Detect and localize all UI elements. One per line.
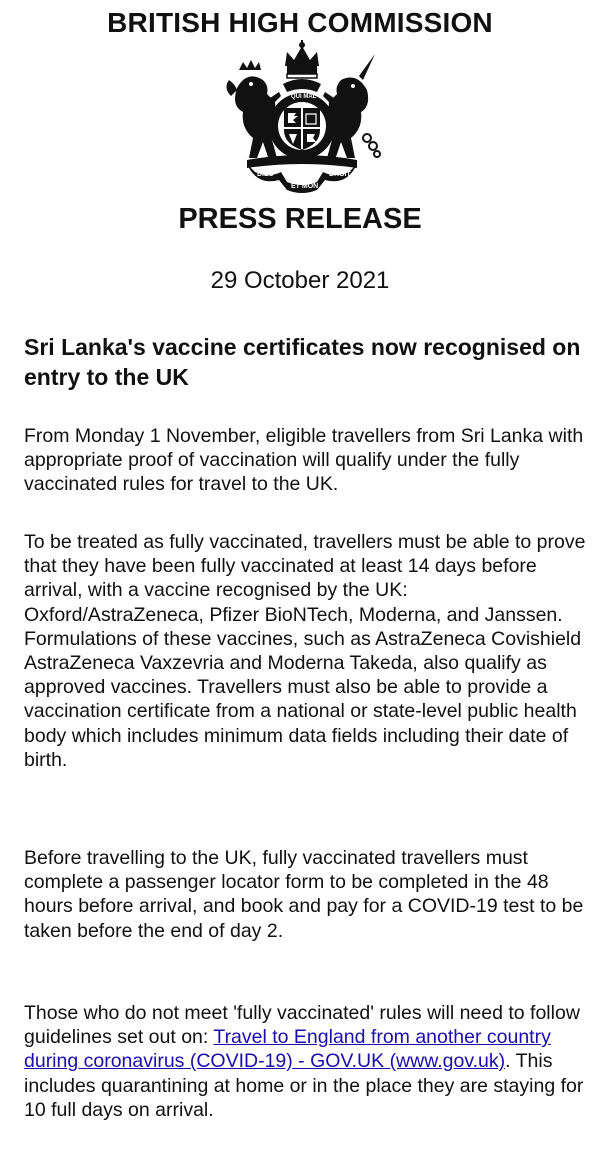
organisation-title: BRITISH HIGH COMMISSION [107, 7, 493, 38]
paragraph-3: Before travelling to the UK, fully vaccinated travellers must complete a passenger locator form to be completed in the 48 hours before arrival, and book and pay for a COVID-19 test to be taken before the end of day 2. [24, 847, 584, 942]
paragraph-4 [24, 1001, 590, 1122]
royal-coat-of-arms-icon [217, 40, 387, 200]
headline: Sri Lanka's vaccine certificates now recognised on entry to the UK [24, 334, 581, 390]
svg-text:ET MON: ET MON [291, 183, 319, 190]
release-date: 29 October 2021 [210, 267, 390, 294]
paragraph-4-intro: Those who do not meet 'fully vaccinated' rules will need to follow guidelines set out on: [24, 1002, 580, 1049]
svg-text:QUI MAL: QUI MAL [291, 94, 317, 100]
press-release-label: PRESS RELEASE [178, 203, 422, 235]
paragraph-1: From Monday 1 November, eligible travellers from Sri Lanka with appropriate proof of vaccination will qualify under the fully vaccinated rules for travel to the UK. [24, 425, 584, 496]
paragraph-4-outro: . This includes quarantining at home or in the place they are staying for 10 full days on arrival. [24, 1050, 584, 1121]
svg-text:DROIT: DROIT [329, 171, 351, 178]
paragraph-2: To be treated as fully vaccinated, travellers must be able to prove that they have been fully vaccinated at least 14 days before arrival, with a vaccine recognised by the UK: Oxford/AstraZeneca, Pfizer BioNTech, Moderna, and Janssen. Formulations of these vaccines, such as AstraZeneca Covishield AstraZeneca Vaxzevria and Moderna Takeda, also qualify as approved vaccines. Travellers must also be able to provide a vaccination certificate from a national or state-level public health body which includes minimum data fields including their date of birth. [24, 531, 586, 771]
svg-text:DIEU: DIEU [257, 171, 274, 178]
gov-uk-travel-link[interactable]: Travel to England from another country during coronavirus (COVID-19) - GOV.UK (www.gov.uk) [24, 1026, 551, 1073]
